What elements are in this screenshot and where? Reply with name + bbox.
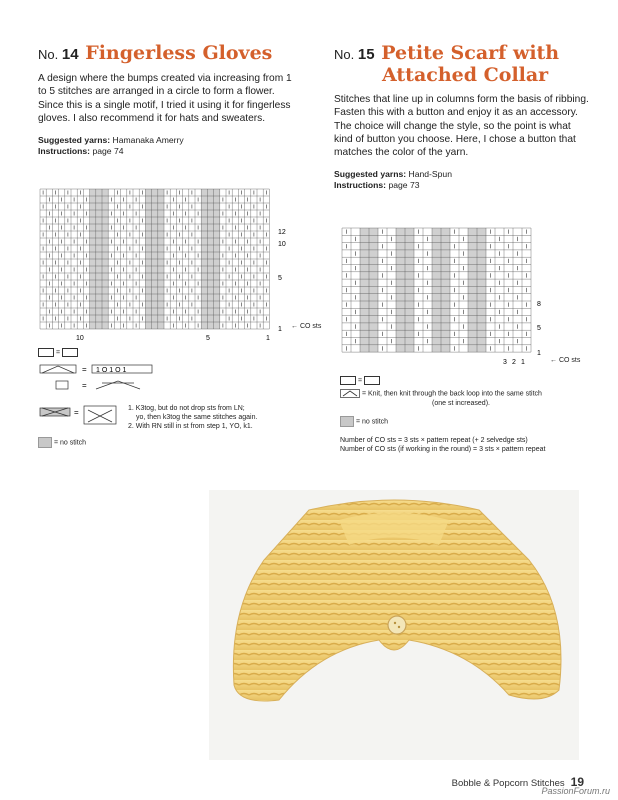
legend-knit: = <box>340 376 600 385</box>
legend-14 <box>38 348 298 448</box>
pattern-15-yarns: Suggested yarns: Hand-Spun <box>334 169 452 180</box>
knit-symbol-icon <box>38 348 54 357</box>
pattern-15-instructions: Instructions: page 73 <box>334 180 420 191</box>
pattern-15-heading <box>334 40 589 85</box>
legend-no-stitch: = no stitch <box>340 416 600 427</box>
pattern-14-yarns: Suggested yarns: Hamanaka Amerry <box>38 135 184 146</box>
no-stitch-swatch-icon <box>340 416 354 427</box>
svg-text:=: = <box>82 381 87 391</box>
page-number: 19 <box>570 775 584 789</box>
ktbl-note: (one st increased). <box>432 399 490 407</box>
pattern-number: No. 15 <box>334 46 375 63</box>
chart-row-number: 8 <box>537 301 541 308</box>
chart-row-number: 5 <box>278 275 282 282</box>
legend-ktbl: = Knit, then knit through the back loop into the same stitch (one st increased). <box>340 389 600 407</box>
k3tog-note-1: 1. K3tog, but do not drop sts from LN; <box>128 405 245 413</box>
co-note-1: Number of CO sts = 3 sts × pattern repeat (+ 2 selvedge sts) <box>340 436 528 444</box>
k3tog-note-1b: yo, then k3tog the same stitches again. <box>136 414 258 422</box>
chart-col-number: 1 <box>266 335 270 342</box>
knitted-collar-image <box>209 490 579 760</box>
pattern-15 <box>334 40 589 191</box>
stitch-chart-15 <box>340 226 552 366</box>
legend-knit: = <box>38 348 298 357</box>
knit-symbol-icon <box>340 376 356 385</box>
increase-symbol-icon <box>38 361 188 395</box>
pattern-15-title-line1: Petite Scarf with <box>381 42 560 64</box>
pattern-14-instructions: Instructions: page 74 <box>38 146 124 157</box>
chart-col-number: 1 <box>521 359 525 366</box>
co-sts-label-14: ← CO sts <box>291 323 322 330</box>
chart-col-number: 5 <box>206 335 210 342</box>
chart-col-number: 3 <box>503 359 507 366</box>
pattern-14 <box>38 40 293 157</box>
svg-text:=: = <box>82 365 87 375</box>
purl-symbol-icon <box>62 348 78 357</box>
section-name: Bobble & Popcorn Stitches <box>451 778 565 789</box>
chart-col-number: 10 <box>76 335 84 342</box>
pattern-15-description: Stitches that line up in columns form the basis of ribbing. Fasten this with a button and enjoy it as an accessory. The choice will change the style, so the point is what kind of button you choose. Here, I chose a button that matches the color of the yarn. <box>334 94 589 159</box>
ktbl-symbol-icon <box>340 389 360 398</box>
svg-text:1 O 1 O 1: 1 O 1 O 1 <box>96 367 127 375</box>
chart-row-number: 5 <box>537 325 541 332</box>
pattern-15-title-line2: Attached Collar <box>382 64 549 86</box>
co-note-2: Number of CO sts (if working in the round) = 3 sts × pattern repeat <box>340 445 546 453</box>
pattern-14-heading <box>38 40 293 64</box>
collar-photo <box>209 490 579 760</box>
chart-col-number: 2 <box>512 359 516 366</box>
watermark: PassionForum.ru <box>541 786 610 796</box>
purl-symbol-icon <box>364 376 380 385</box>
pattern-14-title: Fingerless Gloves <box>85 42 273 64</box>
k3tog-note-2: 2. With RN still in st from step 1, YO, k1. <box>128 423 253 431</box>
k3tog-symbol-icon <box>38 404 120 426</box>
chart-row-number: 10 <box>278 241 286 248</box>
chart-row-number: 1 <box>278 326 282 333</box>
legend-no-stitch: = no stitch <box>38 437 298 448</box>
legend-k3tog <box>38 404 298 431</box>
chart-row-number: 12 <box>278 229 286 236</box>
chart-row-number: 1 <box>537 350 541 357</box>
pattern-number: No. 14 <box>38 46 79 63</box>
co-sts-label-15: ← CO sts <box>550 357 581 364</box>
no-stitch-swatch-icon <box>38 437 52 448</box>
stitch-chart-14 <box>38 187 288 342</box>
legend-15 <box>340 376 600 454</box>
pattern-14-description: A design where the bumps created via increasing from 1 to 5 stitches are arranged in a circle to form a flower. Since this is a single motif, I tried it using it for fingerless gloves. I also recommend it for hats and sweaters. <box>38 73 292 124</box>
svg-text:=: = <box>74 408 79 418</box>
